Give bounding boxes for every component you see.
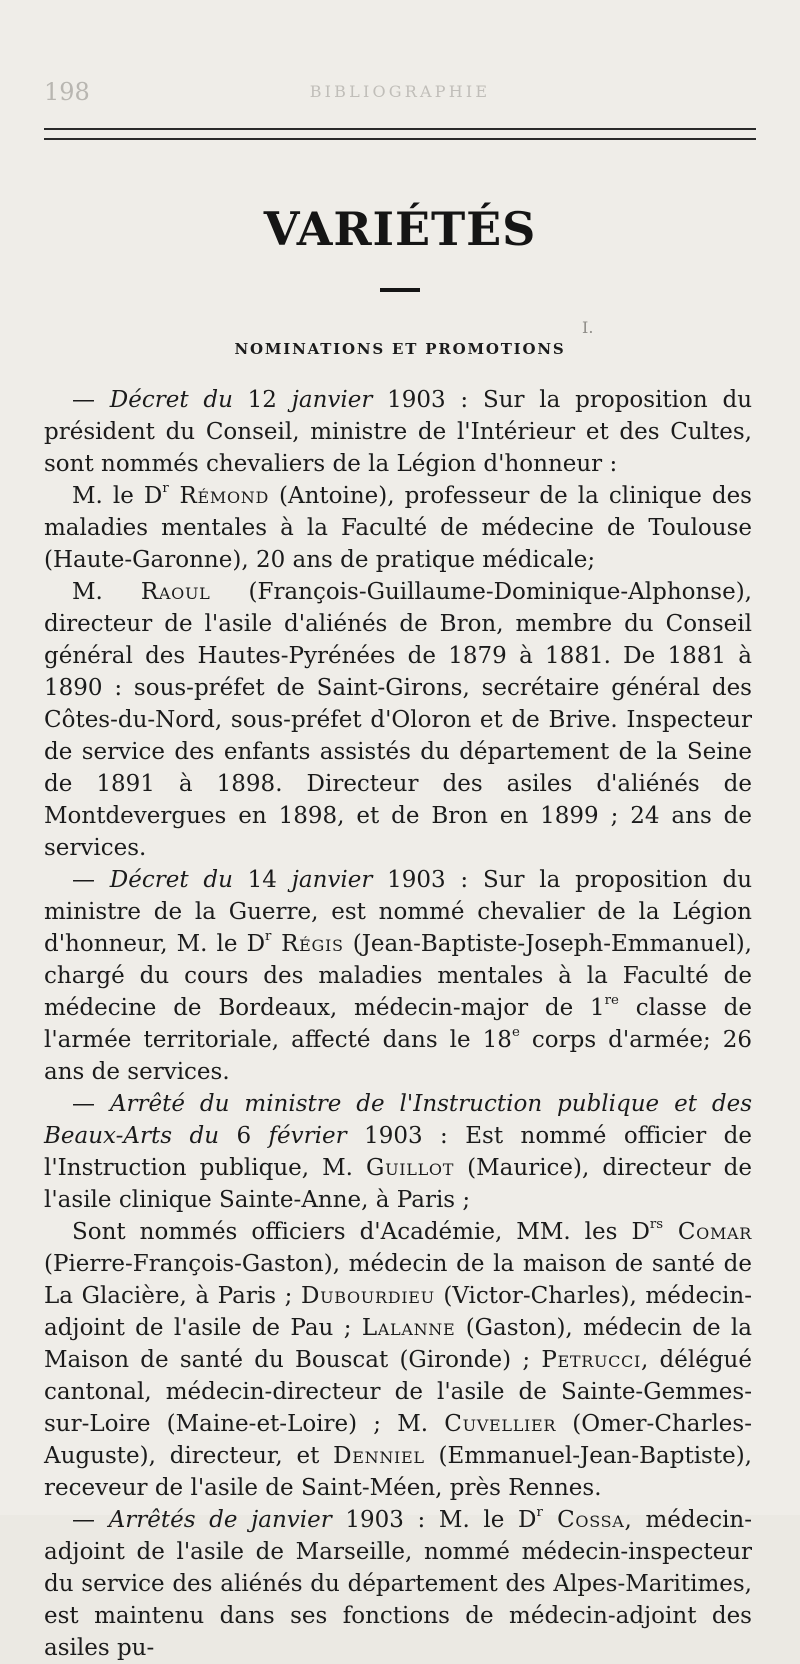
paragraph-decret-14-janvier — [44, 864, 752, 1088]
paragraph-arretes-janvier — [44, 1504, 752, 1664]
date-day: 6 — [219, 1123, 269, 1149]
superscript: r — [162, 481, 169, 497]
paragraph-text: M. — [72, 579, 141, 605]
paragraph-text: classe de l'armée territoriale, affecté dans le 18 — [44, 995, 753, 1053]
section-heading: NOMINATIONS ET PROMOTIONS — [234, 340, 566, 358]
date-month: janvier — [237, 1507, 332, 1533]
person-name: Rémond — [168, 483, 269, 509]
paragraph-text: Sont nommés officiers d'Académie, MM. les D — [72, 1219, 650, 1245]
person-name: Cuvellier — [444, 1411, 557, 1437]
person-name: Raoul — [140, 579, 211, 605]
running-head: BIBLIOGRAPHIE — [309, 82, 491, 101]
paragraph-text: (Jean-Baptiste-Joseph-Emmanuel), chargé du cours des maladies mentales à la Faculté de médecine de Bordeaux, médecin-major de 1 — [44, 931, 752, 1021]
section-numeral: I. — [582, 318, 594, 337]
paragraph-text: , délégué cantonal, médecin-directeur de l'asile de Sainte-Gemmes-sur-Loire (Maine-et-Loire) ; M. — [44, 1347, 752, 1437]
header-double-rule — [44, 128, 756, 140]
paragraph-label: Arrêté du ministre de l'Instruction publique et des Beaux-Arts du — [44, 1091, 753, 1149]
person-name: Régis — [271, 931, 344, 957]
paragraph-label: Décret du — [109, 387, 233, 413]
superscript: r — [265, 929, 272, 945]
superscript: e — [511, 1025, 520, 1041]
paragraph-officiers-academie — [44, 1216, 752, 1504]
paragraph-text: (Omer-Charles-Auguste), directeur, et — [44, 1411, 752, 1469]
paragraph-label: Décret du — [109, 867, 233, 893]
paragraph-remond — [44, 480, 752, 576]
paragraph-text: M. le D — [72, 483, 163, 509]
paragraph-text: corps d'armée; 26 ans de services. — [44, 1027, 752, 1085]
paragraph-decret-12-janvier — [44, 384, 752, 480]
em-dash: — — [72, 387, 110, 413]
paragraph-text: , médecin-adjoint de l'asile de Marseille, nommé médecin-inspecteur du service des aliénés du département des Alpes-Maritimes, est maintenu dans ses fonctions de médecin-adjoint des asiles pu- — [44, 1507, 753, 1661]
em-dash: — — [72, 1091, 110, 1117]
person-name: Guillot — [366, 1155, 455, 1181]
title-ornament-dash — [380, 288, 420, 292]
person-name: Dubourdieu — [300, 1283, 435, 1309]
paragraph-arrete-instruction-publique — [44, 1088, 752, 1216]
paragraph-text: 1903 : Sur la proposition du ministre de la Guerre, est nommé chevalier de la Légion d'honneur, M. le D — [44, 867, 753, 957]
article-body — [44, 384, 752, 1664]
paragraph-text: (Pierre-François-Gaston), médecin de la maison de santé de La Glacière, à Paris ; — [44, 1251, 752, 1309]
date-month: janvier — [291, 867, 373, 893]
paragraph-raoul — [44, 576, 752, 864]
section-title: VARIÉTÉS — [263, 202, 537, 256]
date-day: 14 — [232, 867, 292, 893]
date-month: janvier — [291, 387, 373, 413]
page-number: 198 — [44, 78, 90, 106]
em-dash: — — [72, 867, 110, 893]
paragraph-text: (Antoine), professeur de la clinique des maladies mentales à la Faculté de médecine de Toulouse (Haute-Garonne), 20 ans de pratique médicale; — [44, 483, 752, 573]
paragraph-text: (Emmanuel-Jean-Baptiste), receveur de l'asile de Saint-Méen, près Rennes. — [44, 1443, 752, 1501]
date-month: février — [268, 1123, 347, 1149]
superscript: re — [604, 993, 619, 1009]
page-header — [44, 78, 756, 108]
superscript: r — [536, 1505, 543, 1521]
paragraph-text: 1903 : Est nommé officier de l'Instruction publique, M. — [44, 1123, 753, 1181]
paragraph-text: (Maurice), directeur de l'asile clinique Sainte-Anne, à Paris ; — [44, 1155, 753, 1213]
paragraph-label: Arrêtés de — [108, 1507, 238, 1533]
paragraph-text: 1903 : M. le D — [331, 1507, 537, 1533]
paragraph-text: 1903 : Sur la proposition du président du Conseil, ministre de l'Intérieur et des Cultes, sont nommés chevaliers de la Légion d'honneur : — [44, 387, 753, 477]
person-name: Comar — [663, 1219, 752, 1245]
person-name: Cossa — [542, 1507, 625, 1533]
paragraph-text: (Victor-Charles), médecin-adjoint de l'asile de Pau ; — [44, 1283, 752, 1341]
superscript: rs — [649, 1217, 664, 1233]
paragraph-text: (François-Guillaume-Dominique-Alphonse), directeur de l'asile d'aliénés de Bron, membre du Conseil général des Hautes-Pyrénées de 1879 à 1881. De 1881 à 1890 : sous-préfet de Saint-Girons, secrétaire général des Côtes-du-Nord, sous-préfet d'Oloron et de Brive. Inspecteur de service des enfants assistés du département de la Seine de 1891 à 1898. Directeur des asiles d'aliénés de Montdevergues en 1898, et de Bron en 1899 ; 24 ans de services. — [44, 579, 752, 861]
em-dash: — — [72, 1507, 109, 1533]
person-name: Lalanne — [361, 1315, 456, 1341]
person-name: Denniel — [333, 1443, 425, 1469]
date-day: 12 — [232, 387, 292, 413]
paragraph-text: (Gaston), médecin de la Maison de santé du Bouscat (Gironde) ; — [44, 1315, 752, 1373]
person-name: Petrucci — [541, 1347, 641, 1373]
